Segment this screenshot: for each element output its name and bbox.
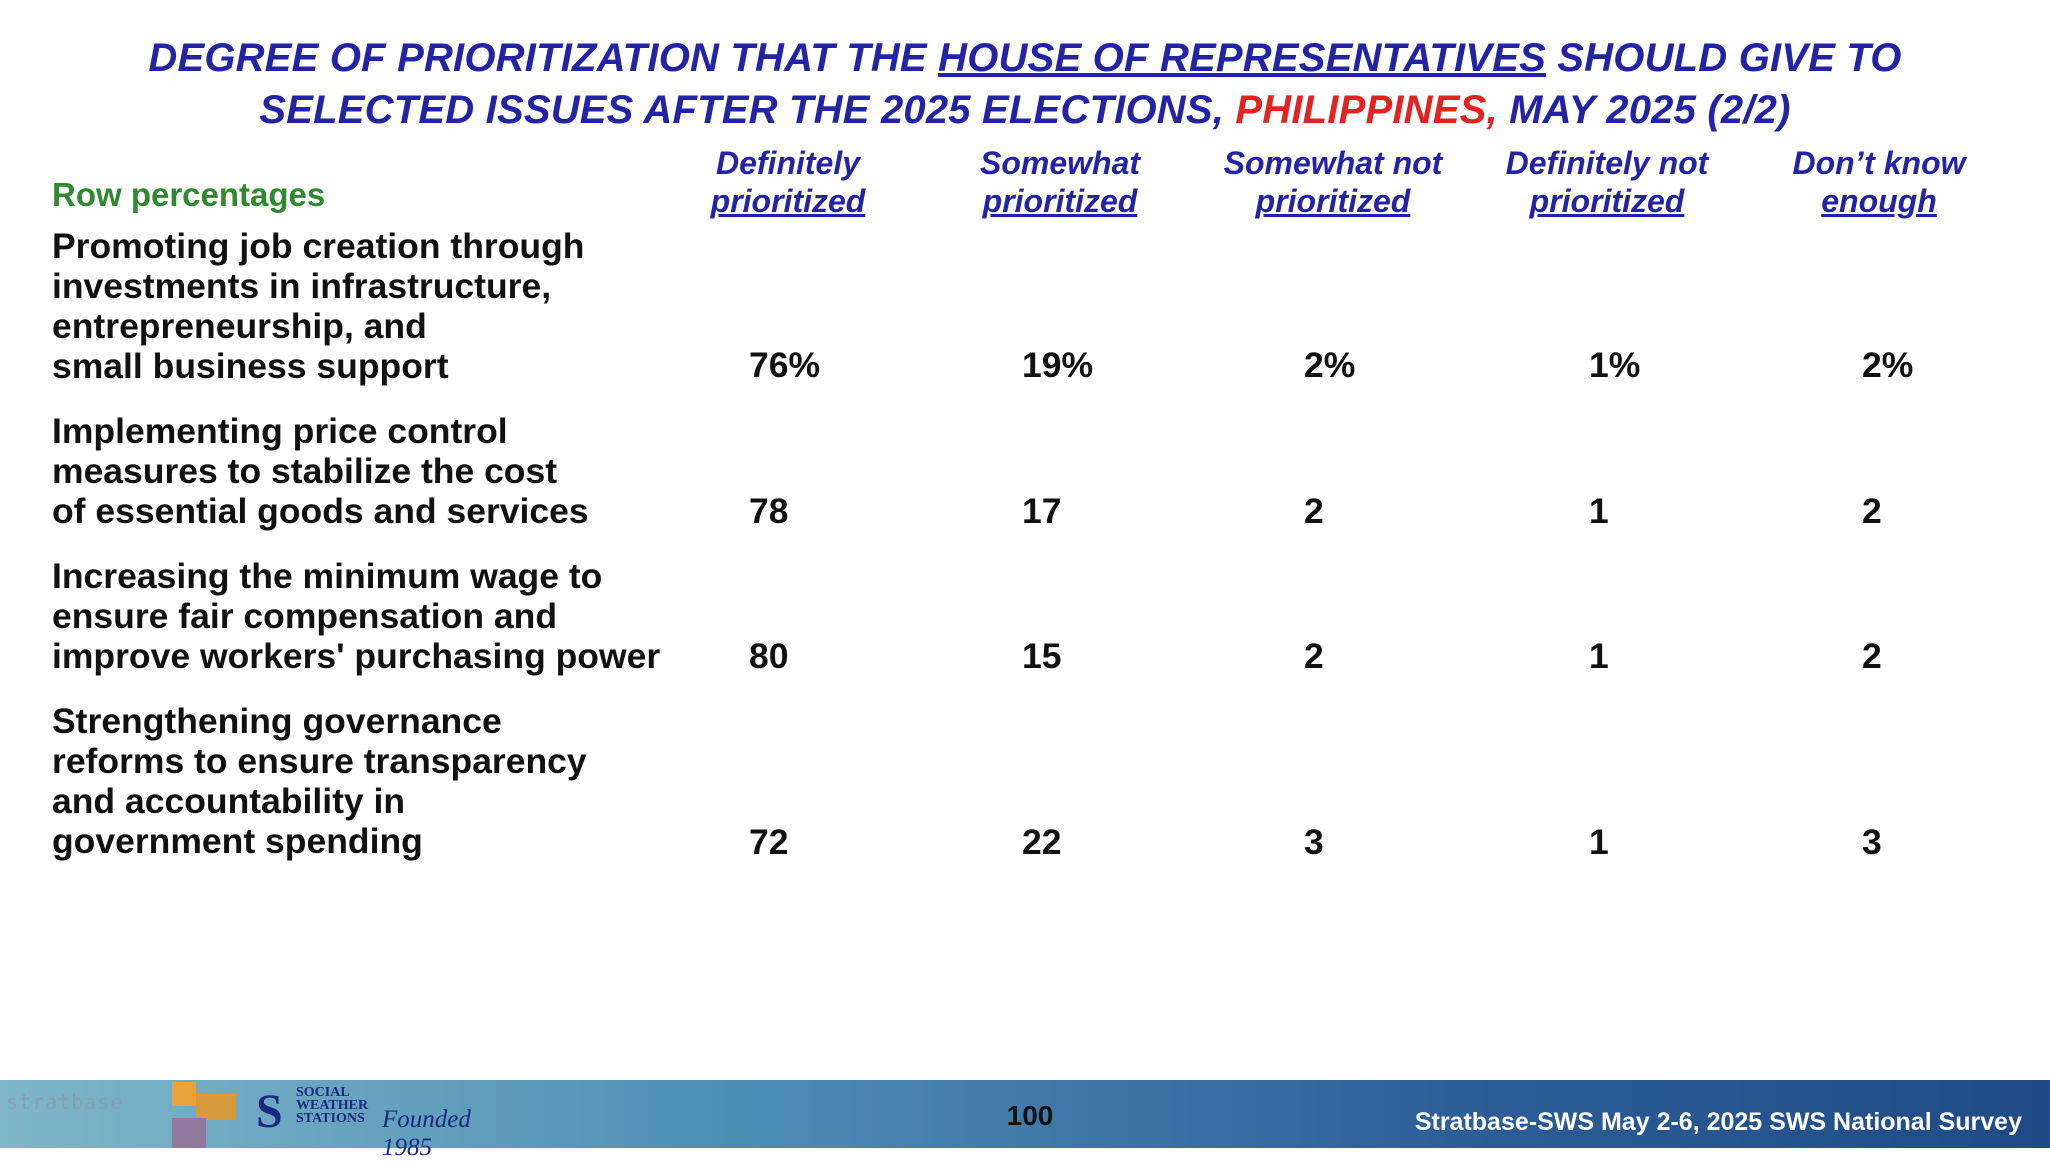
table-cell: 3: [1862, 822, 1882, 862]
column-header: [1198, 144, 1468, 220]
issue-label: Strengthening governance reforms to ensure transparency and accountability in government spending: [52, 701, 587, 861]
table-cell: 2: [1304, 491, 1324, 531]
column-header: [1472, 144, 1742, 220]
column-header-line1: Definitely not: [1505, 145, 1709, 181]
table-cell: 2: [1862, 491, 1882, 531]
column-header: [1744, 144, 2014, 220]
column-header: [653, 144, 923, 220]
table-cell: 15: [1022, 636, 1062, 676]
table-cell: 1%: [1589, 345, 1641, 385]
source-note: Stratbase-SWS May 2-6, 2025 SWS National Survey: [1414, 1108, 2022, 1136]
table-cell: 1: [1589, 636, 1609, 676]
row-percentages-label: Row percentages: [52, 176, 326, 213]
title-highlight: PHILIPPINES,: [1235, 88, 1498, 132]
title-text-3: MAY 2025 (2/2): [1497, 88, 1791, 132]
table-cell: 2: [1862, 636, 1882, 676]
title-text-2: SHOULD GIVE TO SELECTED ISSUES AFTER THE 2025 ELECTIONS,: [259, 36, 1902, 132]
table-cell: 80: [749, 636, 789, 676]
table-cell: 22: [1022, 822, 1062, 862]
issue-label: Increasing the minimum wage to ensure fair compensation and improve workers' purchasing power: [52, 556, 661, 676]
column-header-line1: Somewhat: [979, 145, 1141, 181]
sws-s-mark-icon: S: [256, 1085, 283, 1138]
column-header-line1: Somewhat not: [1223, 145, 1443, 181]
table-cell: 78: [749, 491, 789, 531]
table-cell: 72: [749, 822, 789, 862]
table-cell: 2%: [1304, 345, 1356, 385]
issue-label: Implementing price control measures to stabilize the cost of essential goods and services: [52, 411, 589, 531]
column-header-line2: prioritized: [982, 183, 1138, 219]
stratbase-logo: stratbase: [6, 1090, 124, 1114]
table-cell: 1: [1589, 822, 1609, 862]
logo-square-orange: [172, 1082, 196, 1106]
logo-square-purple: [172, 1118, 206, 1148]
title-text-1: DEGREE OF PRIORITIZATION THAT THE: [148, 36, 939, 80]
title-underlined: HOUSE OF REPRESENTATIVES: [938, 36, 1546, 80]
page-number: 100: [1006, 1100, 1054, 1131]
column-header-line1: Definitely: [715, 145, 861, 181]
column-header: [925, 144, 1195, 220]
table-cell: 76%: [749, 345, 821, 385]
column-header-line2: prioritized: [710, 183, 866, 219]
column-header-line2: enough: [1821, 183, 1937, 219]
table-cell: 19%: [1022, 345, 1094, 385]
table-cell: 1: [1589, 491, 1609, 531]
issue-label: Promoting job creation through investments in infrastructure, entrepreneurship, and small business support: [52, 226, 585, 386]
sws-logo: [256, 1084, 516, 1161]
table-cell: 17: [1022, 491, 1062, 531]
table-cell: 3: [1304, 822, 1324, 862]
column-header-line1: Don’t know: [1792, 145, 1966, 181]
column-header-line2: prioritized: [1255, 183, 1411, 219]
table-cell: 2%: [1862, 345, 1914, 385]
sws-founded: Founded 1985: [382, 1106, 471, 1161]
slide-title: [40, 32, 2010, 136]
sws-name: SOCIAL WEATHER STATIONS: [296, 1085, 369, 1126]
logo-square-gold: [196, 1094, 236, 1120]
column-header-line2: prioritized: [1529, 183, 1685, 219]
table-cell: 2: [1304, 636, 1324, 676]
